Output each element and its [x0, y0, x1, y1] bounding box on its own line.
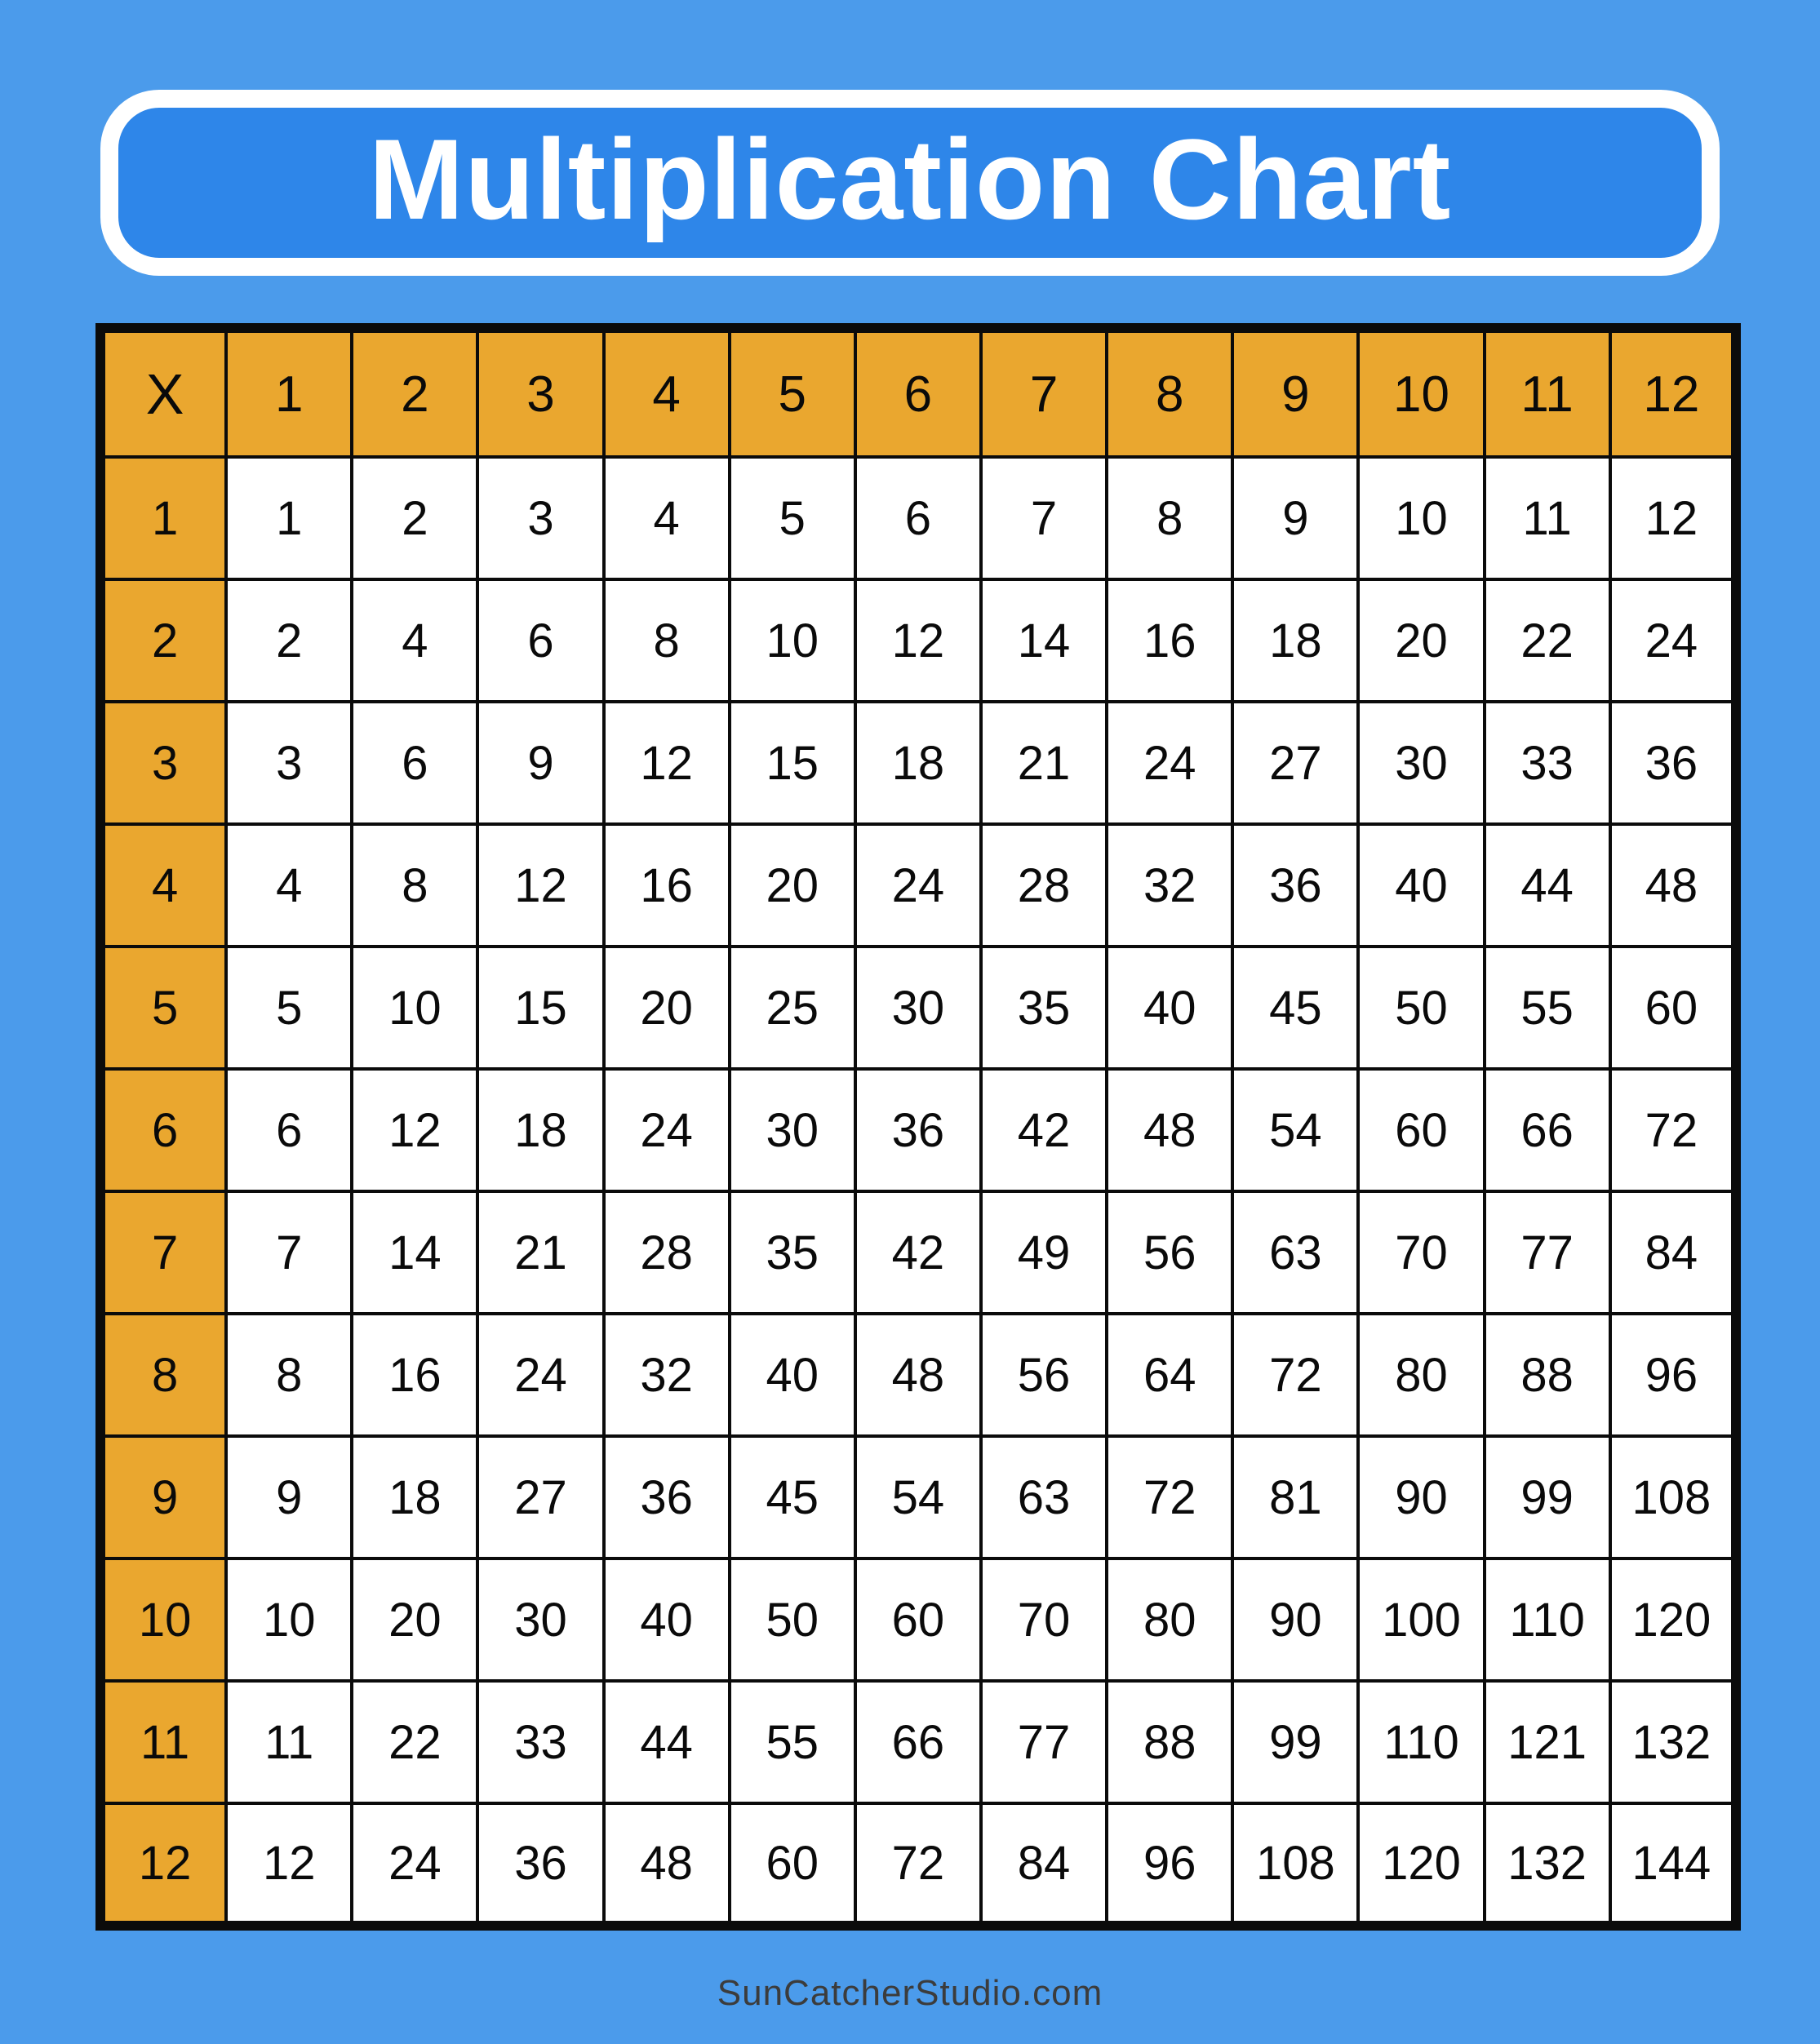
product-cell: 36 — [604, 1436, 730, 1558]
product-cell: 66 — [855, 1681, 981, 1803]
product-cell: 81 — [1232, 1436, 1358, 1558]
product-cell: 36 — [477, 1803, 603, 1926]
product-cell: 48 — [855, 1314, 981, 1436]
product-cell: 84 — [981, 1803, 1107, 1926]
product-cell: 77 — [981, 1681, 1107, 1803]
column-header: 10 — [1358, 328, 1484, 457]
product-cell: 24 — [1107, 702, 1232, 824]
product-cell: 44 — [604, 1681, 730, 1803]
product-cell: 144 — [1610, 1803, 1736, 1926]
product-cell: 10 — [730, 579, 855, 702]
product-cell: 8 — [604, 579, 730, 702]
table-row — [100, 579, 1736, 702]
product-cell: 27 — [1232, 702, 1358, 824]
product-cell: 6 — [477, 579, 603, 702]
column-header: 7 — [981, 328, 1107, 457]
product-cell: 33 — [1485, 702, 1610, 824]
product-cell: 50 — [730, 1558, 855, 1681]
product-cell: 24 — [855, 824, 981, 947]
product-cell: 84 — [1610, 1191, 1736, 1314]
table-row — [100, 1191, 1736, 1314]
product-cell: 96 — [1107, 1803, 1232, 1926]
product-cell: 12 — [855, 579, 981, 702]
product-cell: 99 — [1485, 1436, 1610, 1558]
product-cell: 77 — [1485, 1191, 1610, 1314]
table-row — [100, 1436, 1736, 1558]
table-row — [100, 824, 1736, 947]
product-cell: 40 — [1358, 824, 1484, 947]
product-cell: 25 — [730, 947, 855, 1069]
column-header: 11 — [1485, 328, 1610, 457]
product-cell: 63 — [1232, 1191, 1358, 1314]
row-header: 4 — [100, 824, 226, 947]
product-cell: 54 — [855, 1436, 981, 1558]
product-cell: 24 — [604, 1069, 730, 1191]
header-row — [100, 328, 1736, 457]
product-cell: 70 — [981, 1558, 1107, 1681]
product-cell: 18 — [352, 1436, 477, 1558]
product-cell: 12 — [352, 1069, 477, 1191]
product-cell: 11 — [226, 1681, 352, 1803]
product-cell: 120 — [1358, 1803, 1484, 1926]
product-cell: 10 — [226, 1558, 352, 1681]
product-cell: 30 — [855, 947, 981, 1069]
product-cell: 16 — [604, 824, 730, 947]
product-cell: 1 — [226, 457, 352, 579]
product-cell: 14 — [981, 579, 1107, 702]
product-cell: 121 — [1485, 1681, 1610, 1803]
product-cell: 55 — [730, 1681, 855, 1803]
product-cell: 18 — [477, 1069, 603, 1191]
product-cell: 49 — [981, 1191, 1107, 1314]
product-cell: 7 — [981, 457, 1107, 579]
column-header: 6 — [855, 328, 981, 457]
product-cell: 56 — [1107, 1191, 1232, 1314]
product-cell: 7 — [226, 1191, 352, 1314]
product-cell: 4 — [604, 457, 730, 579]
table-row — [100, 457, 1736, 579]
product-cell: 12 — [1610, 457, 1736, 579]
product-cell: 6 — [855, 457, 981, 579]
product-cell: 8 — [226, 1314, 352, 1436]
product-cell: 6 — [352, 702, 477, 824]
product-cell: 8 — [352, 824, 477, 947]
product-cell: 21 — [981, 702, 1107, 824]
product-cell: 100 — [1358, 1558, 1484, 1681]
product-cell: 10 — [352, 947, 477, 1069]
product-cell: 36 — [1610, 702, 1736, 824]
product-cell: 28 — [981, 824, 1107, 947]
product-cell: 60 — [1610, 947, 1736, 1069]
product-cell: 36 — [1232, 824, 1358, 947]
product-cell: 22 — [1485, 579, 1610, 702]
product-cell: 10 — [1358, 457, 1484, 579]
product-cell: 4 — [352, 579, 477, 702]
product-cell: 20 — [604, 947, 730, 1069]
column-header: 2 — [352, 328, 477, 457]
table-row — [100, 1069, 1736, 1191]
product-cell: 15 — [730, 702, 855, 824]
product-cell: 24 — [1610, 579, 1736, 702]
product-cell: 16 — [352, 1314, 477, 1436]
row-header: 3 — [100, 702, 226, 824]
product-cell: 72 — [1107, 1436, 1232, 1558]
product-cell: 11 — [1485, 457, 1610, 579]
row-header: 9 — [100, 1436, 226, 1558]
product-cell: 45 — [730, 1436, 855, 1558]
product-cell: 42 — [981, 1069, 1107, 1191]
column-header: 4 — [604, 328, 730, 457]
product-cell: 36 — [855, 1069, 981, 1191]
product-cell: 42 — [855, 1191, 981, 1314]
product-cell: 45 — [1232, 947, 1358, 1069]
title-banner — [100, 90, 1720, 276]
product-cell: 20 — [1358, 579, 1484, 702]
product-cell: 40 — [604, 1558, 730, 1681]
row-header: 2 — [100, 579, 226, 702]
footer-credit: SunCatcherStudio.com — [717, 1973, 1103, 2013]
product-cell: 24 — [477, 1314, 603, 1436]
page-title: Multiplication Chart — [368, 115, 1452, 243]
product-cell: 30 — [1358, 702, 1484, 824]
product-cell: 108 — [1232, 1803, 1358, 1926]
product-cell: 48 — [1610, 824, 1736, 947]
product-cell: 6 — [226, 1069, 352, 1191]
product-cell: 88 — [1485, 1314, 1610, 1436]
product-cell: 108 — [1610, 1436, 1736, 1558]
product-cell: 54 — [1232, 1069, 1358, 1191]
table-row — [100, 1314, 1736, 1436]
product-cell: 8 — [1107, 457, 1232, 579]
row-header: 10 — [100, 1558, 226, 1681]
product-cell: 90 — [1358, 1436, 1484, 1558]
product-cell: 63 — [981, 1436, 1107, 1558]
table-row — [100, 1803, 1736, 1926]
product-cell: 28 — [604, 1191, 730, 1314]
product-cell: 12 — [477, 824, 603, 947]
product-cell: 14 — [352, 1191, 477, 1314]
product-cell: 48 — [1107, 1069, 1232, 1191]
product-cell: 55 — [1485, 947, 1610, 1069]
row-header: 5 — [100, 947, 226, 1069]
product-cell: 70 — [1358, 1191, 1484, 1314]
table-row — [100, 702, 1736, 824]
product-cell: 35 — [730, 1191, 855, 1314]
product-cell: 80 — [1107, 1558, 1232, 1681]
product-cell: 110 — [1358, 1681, 1484, 1803]
product-cell: 32 — [1107, 824, 1232, 947]
column-header: 8 — [1107, 328, 1232, 457]
product-cell: 44 — [1485, 824, 1610, 947]
product-cell: 80 — [1358, 1314, 1484, 1436]
product-cell: 132 — [1485, 1803, 1610, 1926]
column-header: 1 — [226, 328, 352, 457]
product-cell: 20 — [730, 824, 855, 947]
row-header: 8 — [100, 1314, 226, 1436]
product-cell: 60 — [855, 1558, 981, 1681]
product-cell: 3 — [226, 702, 352, 824]
product-cell: 33 — [477, 1681, 603, 1803]
product-cell: 88 — [1107, 1681, 1232, 1803]
product-cell: 32 — [604, 1314, 730, 1436]
product-cell: 16 — [1107, 579, 1232, 702]
product-cell: 12 — [226, 1803, 352, 1926]
product-cell: 56 — [981, 1314, 1107, 1436]
product-cell: 40 — [1107, 947, 1232, 1069]
product-cell: 120 — [1610, 1558, 1736, 1681]
column-header: 3 — [477, 328, 603, 457]
column-header: 9 — [1232, 328, 1358, 457]
table-row — [100, 1681, 1736, 1803]
product-cell: 22 — [352, 1681, 477, 1803]
product-cell: 50 — [1358, 947, 1484, 1069]
product-cell: 96 — [1610, 1314, 1736, 1436]
product-cell: 9 — [477, 702, 603, 824]
product-cell: 30 — [730, 1069, 855, 1191]
product-cell: 64 — [1107, 1314, 1232, 1436]
product-cell: 132 — [1610, 1681, 1736, 1803]
product-cell: 4 — [226, 824, 352, 947]
row-header: 11 — [100, 1681, 226, 1803]
product-cell: 60 — [730, 1803, 855, 1926]
column-header: 12 — [1610, 328, 1736, 457]
product-cell: 2 — [226, 579, 352, 702]
product-cell: 20 — [352, 1558, 477, 1681]
product-cell: 5 — [730, 457, 855, 579]
product-cell: 2 — [352, 457, 477, 579]
product-cell: 72 — [1610, 1069, 1736, 1191]
product-cell: 5 — [226, 947, 352, 1069]
product-cell: 15 — [477, 947, 603, 1069]
product-cell: 60 — [1358, 1069, 1484, 1191]
product-cell: 18 — [855, 702, 981, 824]
product-cell: 30 — [477, 1558, 603, 1681]
product-cell: 12 — [604, 702, 730, 824]
column-header: 5 — [730, 328, 855, 457]
product-cell: 72 — [855, 1803, 981, 1926]
product-cell: 40 — [730, 1314, 855, 1436]
product-cell: 9 — [226, 1436, 352, 1558]
product-cell: 110 — [1485, 1558, 1610, 1681]
product-cell: 99 — [1232, 1681, 1358, 1803]
row-header: 6 — [100, 1069, 226, 1191]
row-header: 12 — [100, 1803, 226, 1926]
product-cell: 66 — [1485, 1069, 1610, 1191]
table-row — [100, 1558, 1736, 1681]
product-cell: 27 — [477, 1436, 603, 1558]
multiplication-table — [95, 323, 1741, 1931]
product-cell: 9 — [1232, 457, 1358, 579]
table-row — [100, 947, 1736, 1069]
product-cell: 90 — [1232, 1558, 1358, 1681]
product-cell: 48 — [604, 1803, 730, 1926]
product-cell: 21 — [477, 1191, 603, 1314]
product-cell: 3 — [477, 457, 603, 579]
row-header: 7 — [100, 1191, 226, 1314]
product-cell: 24 — [352, 1803, 477, 1926]
corner-cell: X — [100, 328, 226, 457]
product-cell: 72 — [1232, 1314, 1358, 1436]
row-header: 1 — [100, 457, 226, 579]
product-cell: 35 — [981, 947, 1107, 1069]
product-cell: 18 — [1232, 579, 1358, 702]
